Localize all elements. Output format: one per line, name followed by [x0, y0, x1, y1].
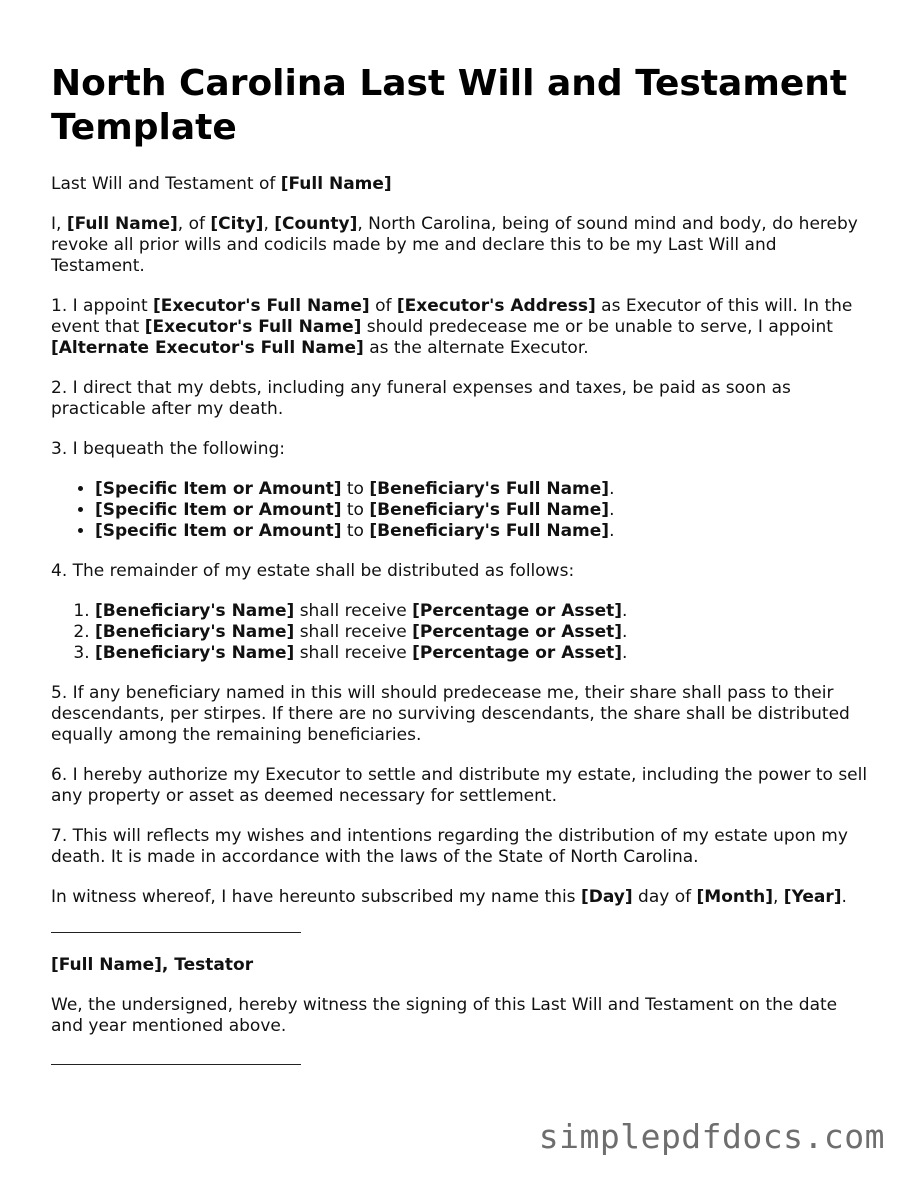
witness-signature-line [51, 1064, 301, 1065]
will-heading [51, 174, 871, 195]
remainder-list [51, 601, 871, 664]
clause-1 [51, 296, 871, 359]
executor-name: [Executor's Full Name] [144, 317, 362, 337]
remainder-beneficiary: [Beneficiary's Name] [95, 601, 295, 621]
bequest-beneficiary: [Beneficiary's Full Name] [369, 521, 610, 541]
clause-text: should predecease me or be unable to serve, I appoint [361, 317, 833, 337]
intro-city: [City] [210, 214, 264, 234]
clause-2: 2. I direct that my debts, including any funeral expenses and taxes, be paid as soon as practicable after my death. [51, 378, 791, 419]
list-item [95, 521, 871, 542]
day-field: [Day] [580, 887, 633, 907]
testator-label [51, 955, 871, 976]
list-text: . [622, 643, 628, 663]
clause-5: 5. If any beneficiary named in this will should predecease me, their share shall pass to their descendants, per stirpes. If there are no surviving descendants, the share shall be distributed equally among the remaining beneficiaries. [51, 683, 850, 745]
executor-name: [Executor's Full Name] [153, 296, 370, 316]
list-text: to [341, 500, 370, 520]
witness-text: , [772, 887, 784, 907]
list-text: to [341, 479, 370, 499]
list-text: . [622, 622, 628, 642]
list-text: to [341, 521, 370, 541]
clause-6: 6. I hereby authorize my Executor to settle and distribute my estate, including the power to sell any property or asset as deemed necessary for settlement. [51, 765, 868, 806]
intro-text: , North Carolina, being of sound mind and body, do hereby revoke all prior wills and codicils made by me and declare this to be my Last Will and Testament. [51, 214, 858, 276]
intro-full-name: [Full Name] [66, 214, 178, 234]
remainder-share: [Percentage or Asset] [412, 643, 623, 663]
remainder-beneficiary: [Beneficiary's Name] [95, 643, 295, 663]
remainder-share: [Percentage or Asset] [412, 622, 623, 642]
document-title: North Carolina Last Will and Testament Template [51, 63, 848, 148]
remainder-beneficiary: [Beneficiary's Name] [95, 622, 295, 642]
clause-text: 1. I appoint [51, 296, 154, 316]
clause-4: 4. The remainder of my estate shall be distributed as follows: [51, 561, 575, 581]
testator-name: [Full Name], Testator [51, 955, 254, 975]
bequest-item: [Specific Item or Amount] [95, 521, 342, 541]
list-text: shall receive [294, 601, 413, 621]
bequest-item: [Specific Item or Amount] [95, 500, 342, 520]
witness-whereof [51, 887, 871, 908]
list-text: . [609, 521, 615, 541]
watermark: simplepdfdocs.com [538, 1117, 885, 1156]
clause-text: as Executor of this will. In the event that [51, 296, 853, 337]
intro-county: [County] [274, 214, 358, 234]
executor-address: [Executor's Address] [396, 296, 596, 316]
list-text: shall receive [294, 622, 413, 642]
list-item [95, 622, 871, 643]
bequest-item: [Specific Item or Amount] [95, 479, 342, 499]
year-field: [Year] [783, 887, 842, 907]
intro-paragraph [51, 214, 871, 277]
heading-prefix: Last Will and Testament of [51, 174, 281, 194]
clause-text: as the alternate Executor. [363, 338, 589, 358]
remainder-share: [Percentage or Asset] [412, 601, 623, 621]
testator-signature-line [51, 932, 301, 933]
list-item [95, 601, 871, 622]
clause-7: 7. This will reflects my wishes and intentions regarding the distribution of my estate upon my death. It is made in accordance with the laws of the State of North Carolina. [51, 826, 848, 867]
clause-text: of [369, 296, 397, 316]
witness-text: . [841, 887, 847, 907]
intro-text: , of [177, 214, 211, 234]
document-page [51, 62, 871, 1087]
intro-text: I, [51, 214, 67, 234]
list-text: . [609, 500, 615, 520]
clause-3: 3. I bequeath the following: [51, 439, 286, 459]
list-item [95, 479, 871, 500]
list-item [95, 500, 871, 521]
list-text: shall receive [294, 643, 413, 663]
alternate-executor-name: [Alternate Executor's Full Name] [51, 338, 364, 358]
bequest-list [51, 479, 871, 542]
list-text: . [622, 601, 628, 621]
witness-text: In witness whereof, I have hereunto subscribed my name this [51, 887, 581, 907]
heading-full-name: [Full Name] [280, 174, 392, 194]
list-text: . [609, 479, 615, 499]
bequest-beneficiary: [Beneficiary's Full Name] [369, 500, 610, 520]
bequest-beneficiary: [Beneficiary's Full Name] [369, 479, 610, 499]
intro-text: , [263, 214, 275, 234]
witness-statement: We, the undersigned, hereby witness the signing of this Last Will and Testament on the date and year mentioned above. [51, 995, 838, 1036]
witness-text: day of [632, 887, 697, 907]
list-item [95, 643, 871, 664]
month-field: [Month] [696, 887, 773, 907]
